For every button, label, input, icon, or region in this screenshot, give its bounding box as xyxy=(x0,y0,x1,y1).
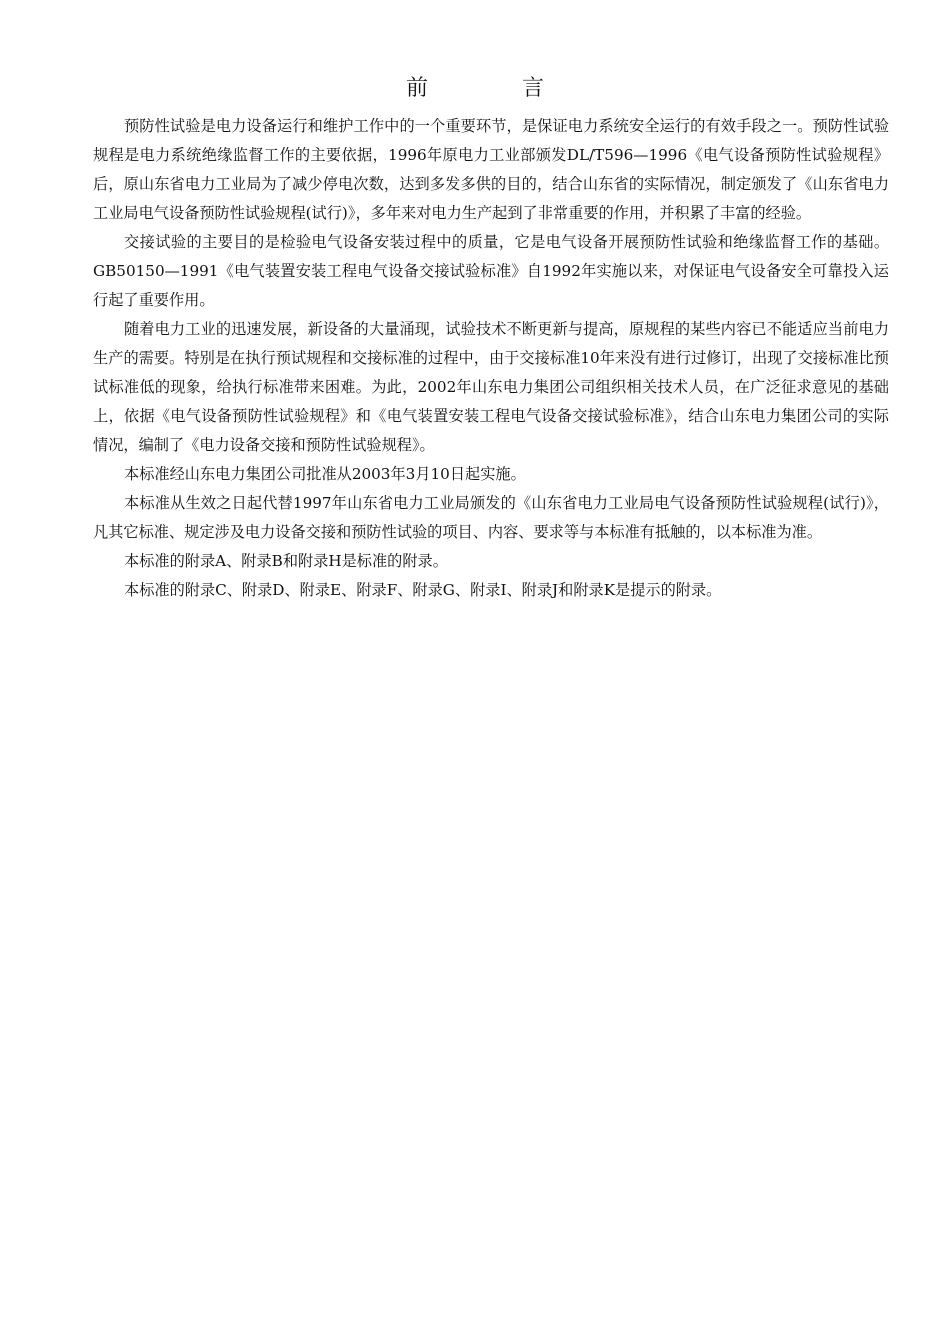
paragraph-1: 预防性试验是电力设备运行和维护工作中的一个重要环节，是保证电力系统安全运行的有效手段之一。预防性试验规程是电力系统绝缘监督工作的主要依据，1996年原电力工业部颁发DL/T596—1996《电气设备预防性试验规程》后，原山东省电力工业局为了减少停电次数，达到多发多供的目的，结合山东省的实际情况，制定颁发了《山东省电力工业局电气设备预防性试验规程(试行)》，多年来对电力生产起到了非常重要的作用，并积累了丰富的经验。 xyxy=(93,117,889,222)
paragraph-6: 本标准的附录A、附录B和附录H是标准的附录。 xyxy=(124,552,448,570)
paragraph-4: 本标准经山东电力集团公司批准从2003年3月10日起实施。 xyxy=(124,465,526,483)
document-title: 前 言 xyxy=(405,76,580,101)
paragraph-7: 本标准的附录C、附录D、附录E、附录F、附录G、附录I、附录J和附录K是提示的附录。 xyxy=(124,581,722,599)
paragraph-2: 交接试验的主要目的是检验电气设备安装过程中的质量，它是电气设备开展预防性试验和绝缘监督工作的基础。GB50150—1991《电气装置安装工程电气设备交接试验标准》自1992年实施以来，对保证电气设备安全可靠投入运行起了重要作用。 xyxy=(93,233,889,309)
document-body xyxy=(93,112,889,605)
paragraph-3: 随着电力工业的迅速发展，新设备的大量涌现，试验技术不断更新与提高，原规程的某些内容已不能适应当前电力生产的需要。特别是在执行预试规程和交接标准的过程中，由于交接标准10年来没有进行过修订，出现了交接标准比预试标准低的现象，给执行标准带来困难。为此，2002年山东电力集团公司组织相关技术人员，在广泛征求意见的基础上，依据《电气设备预防性试验规程》和《电气装置安装工程电气设备交接试验标准》，结合山东电力集团公司的实际情况，编制了《电力设备交接和预防性试验规程》。 xyxy=(93,320,889,454)
paragraph-5: 本标准从生效之日起代替1997年山东省电力工业局颁发的《山东省电力工业局电气设备预防性试验规程(试行)》，凡其它标准、规定涉及电力设备交接和预防性试验的项目、内容、要求等与本标准有抵触的，以本标准为准。 xyxy=(93,494,889,541)
